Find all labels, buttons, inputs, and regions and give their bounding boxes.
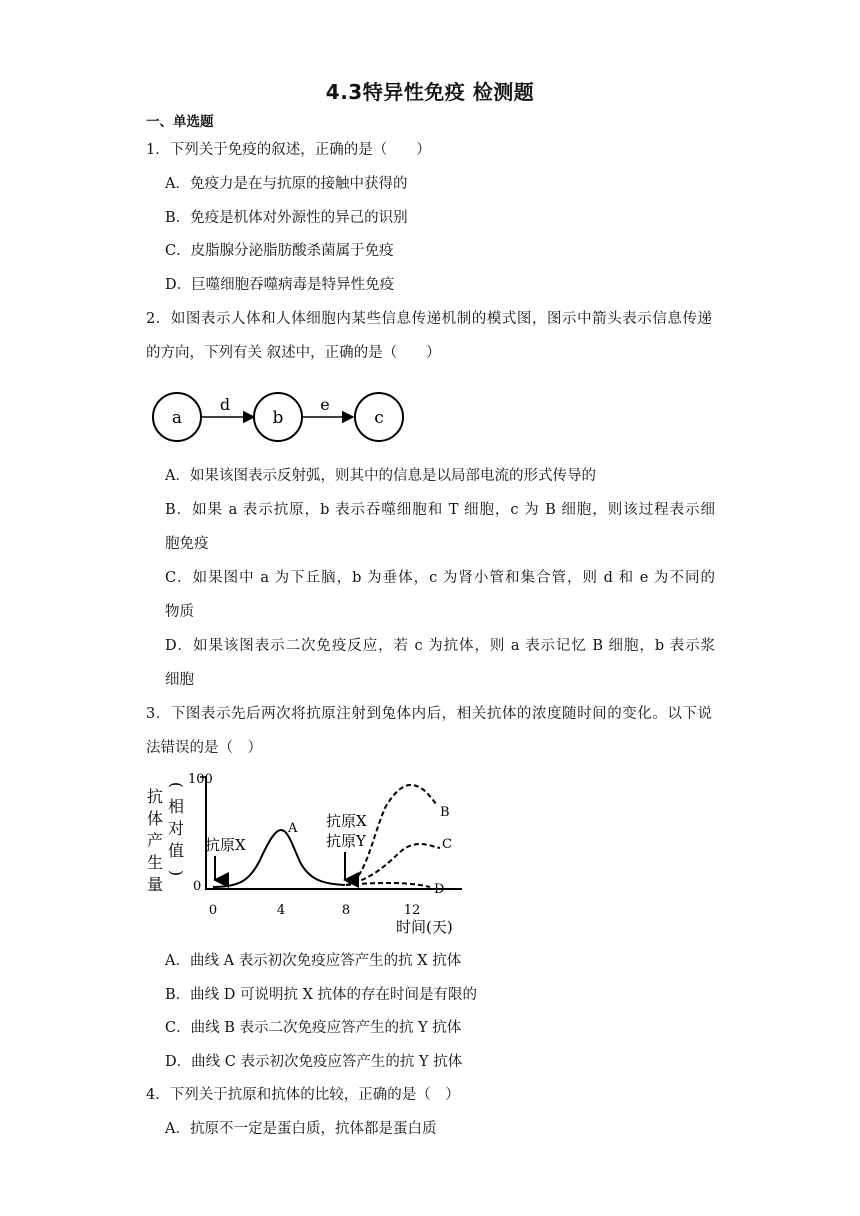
curve-d: [346, 883, 430, 887]
question-3-option-c: C．曲线 B 表示二次免疫应答产生的抗 Y 抗体: [165, 1020, 462, 1036]
y-axis-label-char-2: 体: [146, 809, 164, 828]
y-axis-sublabel: [167, 782, 186, 876]
curve-c: [346, 844, 440, 885]
edge-d-label: d: [219, 395, 231, 414]
y-axis-sublabel-char-1: 相: [167, 797, 185, 816]
y-axis-label-char-3: 产: [146, 831, 164, 850]
x-tick-12: 12: [403, 903, 421, 918]
question-3-option-b: B．曲线 D 可说明抗 X 抗体的存在时间是有限的: [165, 987, 478, 1003]
question-1-option-c: C．皮脂腺分泌脂肪酸杀菌属于免疫: [165, 243, 394, 259]
question-2-option-c-line1: C．如果图中 a 为下丘脑，b 为垂体，c 为肾小管和集合管，则 d 和 e 为不同的: [165, 570, 715, 586]
curve-d-label: D: [434, 882, 445, 897]
question-1-option-b: B．免疫是机体对外源性的异己的识别: [165, 210, 408, 226]
section-heading: 一、单选题: [146, 114, 214, 130]
antibody-chart: [140, 768, 480, 936]
y-axis-label: [147, 787, 163, 894]
y-axis-label-char-4: 生: [146, 853, 164, 872]
arrow-1-label: 抗原X: [205, 836, 246, 854]
question-2-option-c-line2: 物质: [165, 604, 194, 620]
y-axis-sublabel-char-3: 值: [167, 841, 185, 860]
question-3-stem-line1: 3．下图表示先后两次将抗原注射到兔体内后，相关抗体的浓度随时间的变化。以下说: [146, 706, 712, 722]
question-2-option-a: A．如果该图表示反射弧，则其中的信息是以局部电流的形式传导的: [165, 468, 596, 484]
question-2-option-b-line1: B．如果 a 表示抗原，b 表示吞噬细胞和 T 细胞，c 为 B 细胞，则该过程表示细: [165, 502, 715, 518]
curve-a-label: A: [288, 821, 298, 836]
node-b-label: b: [272, 408, 284, 428]
x-tick-4: 4: [276, 903, 286, 918]
arrow-2-label-y: 抗原Y: [326, 832, 366, 850]
question-3-option-d: D．曲线 C 表示初次免疫应答产生的抗 Y 抗体: [165, 1054, 463, 1070]
y-axis-label-char-1: 抗: [146, 787, 164, 806]
question-4-option-a: A．抗原不一定是蛋白质，抗体都是蛋白质: [165, 1121, 437, 1137]
question-1-option-d: D．巨噬细胞吞噬病毒是特异性免疫: [165, 277, 395, 293]
question-2-option-d-line2: 细胞: [165, 672, 194, 688]
question-3-stem-line2: 法错误的是（ ）: [146, 740, 262, 756]
question-3-option-a: A．曲线 A 表示初次免疫应答产生的抗 X 抗体: [165, 953, 462, 969]
question-4-stem: 4．下列关于抗原和抗体的比较，正确的是（ ）: [146, 1087, 460, 1103]
edge-e-label: e: [320, 395, 330, 414]
question-1-option-a: A．免疫力是在与抗原的接触中获得的: [165, 176, 408, 192]
y-axis-sublabel-paren-close: ): [167, 869, 186, 877]
x-tick-0: 0: [208, 903, 218, 918]
question-2-option-d-line1: D．如果该图表示二次免疫反应，若 c 为抗体，则 a 表示记忆 B 细胞，b 表示浆: [165, 638, 715, 654]
y-tick-100: 100: [188, 772, 213, 787]
question-2-stem-line1: 2．如图表示人体和人体细胞内某些信息传递机制的模式图，图示中箭头表示信息传递: [146, 311, 712, 327]
x-axis-label: 时间(天): [396, 918, 453, 936]
signal-flow-diagram: [148, 386, 410, 448]
curve-c-label: C: [442, 837, 452, 852]
arrow-2-label-x: 抗原X: [326, 812, 367, 830]
question-1-stem: 1．下列关于免疫的叙述，正确的是（ ）: [146, 142, 431, 158]
y-axis-sublabel-char-2: 对: [167, 819, 185, 838]
node-c-label: c: [374, 408, 384, 428]
x-tick-8: 8: [341, 903, 351, 918]
curve-b-label: B: [440, 805, 450, 820]
y-axis-label-char-5: 量: [146, 875, 164, 894]
node-a-label: a: [171, 408, 183, 428]
question-2-stem-line2: 的方向，下列有关 叙述中，正确的是（ ）: [146, 345, 441, 361]
y-tick-0: 0: [193, 879, 202, 894]
y-axis-sublabel-paren-open: (: [167, 781, 186, 789]
page-title: 4.3特异性免疫 检测题: [325, 80, 535, 104]
question-2-option-b-line2: 胞免疫: [165, 536, 209, 552]
